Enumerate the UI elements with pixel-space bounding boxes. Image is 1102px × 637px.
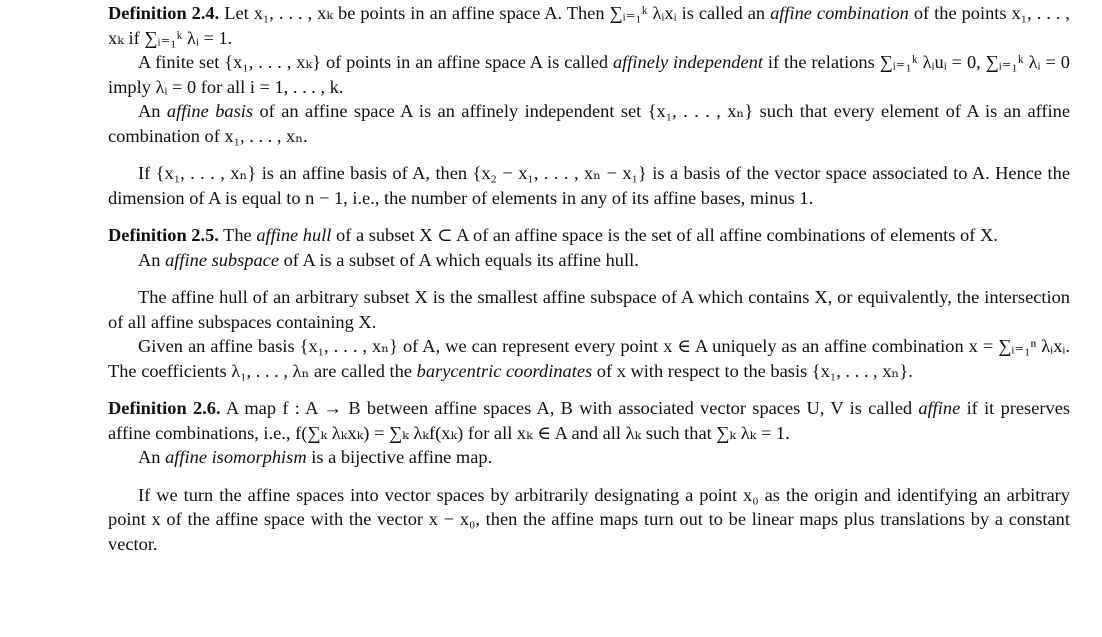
emphasis-term: affine basis bbox=[166, 101, 254, 121]
affine-independence-paragraph bbox=[108, 50, 1070, 99]
affine-basis-paragraph bbox=[108, 99, 1070, 148]
affine-hull-paragraph: The affine hull of an arbitrary subset X is the smallest affine subspace of A which contains X, or equivalently, the intersection of all affine subspaces containing X. bbox=[108, 287, 1070, 332]
text-span: if the relations ∑ᵢ₌₁ᵏ λᵢuᵢ = 0, ∑ᵢ₌₁ᵏ λᵢ = 0 imply λᵢ = 0 for all i = 1, . . . , k. bbox=[108, 52, 1070, 97]
text-span: A map f : A → B between affine spaces A, B with associated vector spaces U, V is called bbox=[225, 398, 913, 418]
emphasis-term: affine isomorphism bbox=[165, 447, 307, 467]
emphasis-term: affine combination bbox=[770, 3, 909, 23]
emphasis-term: affinely independent bbox=[612, 52, 763, 72]
definition-2-6 bbox=[108, 396, 1070, 445]
emphasis-term: barycentric coordinates bbox=[416, 360, 593, 381]
definition-text: Let x₁, . . . , xₖ be points in an affine space A. Then ∑ᵢ₌₁ᵏ λᵢxᵢ is called an bbox=[224, 3, 766, 23]
text-span: of a subset X ⊂ A of an affine space is the set of all affine combinations of elements of X. bbox=[336, 225, 998, 245]
text-span: if it preserves affine combinations, i.e., f(∑ₖ λₖxₖ) = ∑ₖ λₖf(xₖ) for all xₖ ∈ A and all λₖ such that ∑ₖ λₖ = 1. bbox=[108, 398, 1071, 443]
definition-heading: Definition 2.5. bbox=[108, 225, 219, 245]
definition-2-5 bbox=[108, 223, 1070, 248]
text-span: Given an affine basis {x₁, . . . , xₙ} of A, we can represent every point x ∈ A uniquely as an affine combination x = ∑ᵢ₌₁ⁿ λᵢxᵢ. The coefficients λ₁, . . . , λₙ are called the bbox=[108, 336, 1070, 381]
definition-text: of the points x₁, . . . , xₖ if ∑ᵢ₌₁ᵏ λᵢ = 1. bbox=[108, 3, 1071, 48]
affine-subspace-paragraph bbox=[108, 248, 1070, 273]
definition-heading: Definition 2.6. bbox=[108, 398, 221, 418]
emphasis-term: affine subspace bbox=[165, 249, 279, 270]
document-page bbox=[108, 1, 1070, 556]
final-paragraph: If we turn the affine spaces into vector spaces by arbitrarily designating a point x₀ as the origin and identifying an arbitrary point x of the affine space with the vector x − x₀, then the affine maps turn out to be linear maps plus translations by a constant vector. bbox=[108, 484, 1070, 554]
barycentric-paragraph bbox=[108, 334, 1070, 383]
affine-isomorphism-paragraph bbox=[108, 445, 1070, 470]
text-span: An bbox=[138, 447, 161, 467]
text-span: of A is a subset of A which equals its affine hull. bbox=[283, 249, 639, 270]
emphasis-term: affine hull bbox=[256, 225, 332, 245]
text-span: of an affine space A is an affinely independent set {x₁, . . . , xₙ} such that every element of A is an affine combination of x₁, . . . , xₙ. bbox=[108, 101, 1070, 146]
emphasis-term: affine bbox=[918, 398, 961, 418]
text-span: is a bijective affine map. bbox=[311, 447, 493, 467]
text-span: The bbox=[223, 225, 252, 245]
definition-heading: Definition 2.4. bbox=[108, 3, 220, 23]
text-span: A finite set {x₁, . . . , xₖ} of points in an affine space A is called bbox=[138, 52, 609, 72]
text-span: An bbox=[138, 101, 161, 121]
text-span: of x with respect to the basis {x₁, . . . , xₙ}. bbox=[596, 360, 913, 381]
definition-2-4 bbox=[108, 1, 1070, 50]
basis-dimension-paragraph: If {x₁, . . . , xₙ} is an affine basis of A, then {x₂ − x₁, . . . , xₙ − x₁} is a basis of the vector space associated to A. Hence the dimension of A is equal to n − 1, i.e., the number of elements in any of its affine bases, minus 1. bbox=[108, 163, 1070, 208]
text-span: An bbox=[138, 249, 161, 270]
